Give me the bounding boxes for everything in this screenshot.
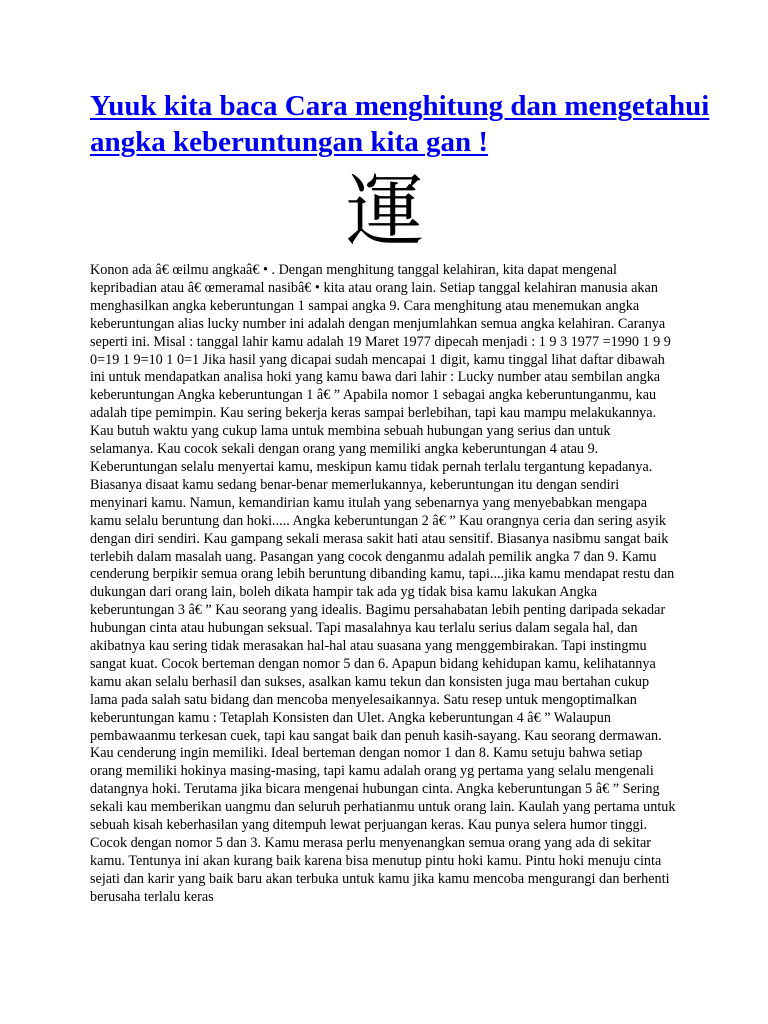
kanji-luck-image: 運: [345, 167, 424, 257]
article-title-link[interactable]: Yuuk kita baca Cara menghitung dan mengetahui angka keberuntungan kita gan !: [90, 90, 710, 158]
article-body: Konon ada â€ œilmu angkaâ€ • . Dengan menghitung tanggal kelahiran, kita dapat mengenal kepribadian atau â€ œmeramal nasibâ€ • kita atau orang lain. Setiap tanggal kelahiran manusia akan menghasilkan angka keberuntungan 1 sampai angka 9. Cara menghitung atau menemukan angka keberuntungan alias lucky number ini adalah dengan menjumlahkan semua angka kelahiran. Caranya seperti ini. Misal : tanggal lahir kamu adalah 19 Maret 1977 dipecah menjadi : 1 9 3 1977 =1990 1 9 9 0=19 1 9=10 1 0=1 Jika hasil yang dicapai sudah mencapai 1 digit, kamu tinggal lihat daftar dibawah ini untuk mendapatkan analisa hoki yang kamu bawa dari lahir : Lucky number atau sembilan angka keberuntungan Angka keberuntungan 1 â€ ” Apabila nomor 1 sebagai angka keberuntunganmu, kau adalah tipe pemimpin. Kau sering bekerja keras sampai berlebihan, tapi kau mampu melakukannya. Kau butuh waktu yang cukup lama untuk membina sebuah hubungan yang serius dan untuk selamanya. Kau cocok sekali dengan orang yang memiliki angka keberuntungan 4 atau 9. Keberuntungan selalu menyertai kamu, meskipun kamu tidak pernah terlalu tergantung kepadanya. Biasanya disaat kamu sedang benar-benar memerlukannya, keberuntungan itu dengan sendiri menyinari kamu. Namun, kemandirian kamu itulah yang sebenarnya yang menyebabkan mengapa kamu selalu beruntung dan hoki..... Angka keberuntungan 2 â€ ” Kau orangnya ceria dan sering asyik dengan diri sendiri. Kau gampang sekali merasa sakit hati atau sensitif. Biasanya nasibmu sangat baik terlebih dalam masalah uang. Pasangan yang cocok denganmu adalah pemilik angka 7 dan 9. Kamu cenderung berpikir semua orang lebih beruntung dibanding kamu, tapi....jika kamu mendapat restu dan dukungan dari orang lain, boleh dikata hampir tak ada yg tidak bisa kamu lakukan Angka keberuntungan 3 â€ ” Kau seorang yang idealis. Bagimu persahabatan lebih penting daripada sekadar hubungan cinta atau hubungan seksual. Tapi masalahnya kau terlalu serius dalam segala hal, dan akibatnya kau sering tidak merasakan hal-hal atau suasana yang menggembirakan. Tapi instingmu sangat kuat. Cocok berteman dengan nomor 5 dan 6. Apapun bidang kehidupan kamu, kelihatannya kamu akan selalu berhasil dan sukses, asalkan kamu tekun dan konsisten juga mau bertahan cukup lama pada salah satu bidang dan mencoba menyelesaikannya. Satu resep untuk mengoptimalkan keberuntungan kamu : Tetaplah Konsisten dan Ulet. Angka keberuntungan 4 â€ ” Walaupun pembawaanmu terkesan cuek, tapi kau sangat baik dan penuh kasih-sayang. Kau seorang dermawan. Kau cenderung ingin memiliki. Ideal berteman dengan nomor 1 dan 8. Kamu setuju bahwa setiap orang memiliki hokinya masing-masing, tapi kamu adalah orang yg pertama yang selalu mengenali datangnya hoki. Terutama jika bicara mengenai hubungan cinta. Angka keberuntungan 5 â€ ” Sering sekali kau memberikan uangmu dan seluruh perhatianmu untuk orang lain. Kaulah yang pertama untuk sebuah kisah keberhasilan yang ditempuh lewat perjuangan keras. Kau punya selera humor tinggi. Cocok dengan nomor 5 dan 3. Kamu merasa perlu menyenangkan semua orang yang ada di sekitar kamu. Tentunya ini akan kurang baik karena bisa menutup pintu hoki kamu. Pintu hoki menuju cinta sejati dan karir yang baik baru akan terbuka untuk kamu jika kamu mencoba mengurangi dan berhenti berusaha terlalu keras: [90, 262, 676, 905]
